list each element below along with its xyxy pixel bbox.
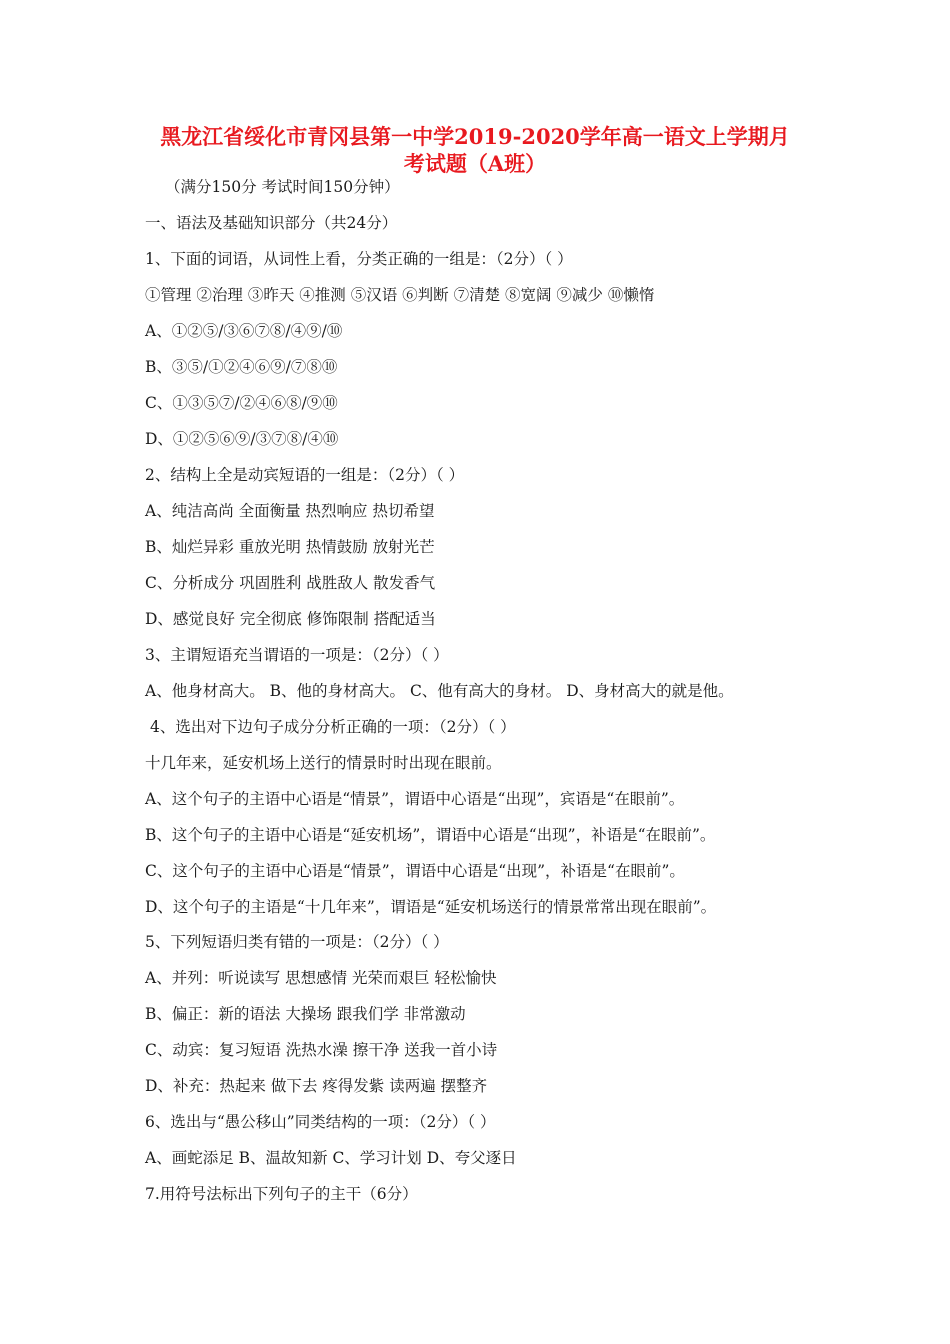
question-1-option-b: B、③⑤/①②④⑥⑨/⑦⑧⑩ (145, 358, 338, 376)
question-4-sentence: 十几年来，延安机场上送行的情景时时出现在眼前。 (145, 754, 502, 772)
question-7: 7.用符号法标出下列句子的主干（6分） (145, 1185, 418, 1203)
question-5-option-b: B、偏正：新的语法 大操场 跟我们学 非常激动 (145, 1005, 466, 1023)
question-2: 2、结构上全是动宾短语的一组是：（2分）（ ） (145, 466, 465, 484)
question-5: 5、下列短语归类有错的一项是：（2分）（ ） (145, 933, 449, 951)
question-2-option-c: C、分析成分 巩固胜利 战胜敌人 散发香气 (145, 574, 436, 592)
question-4-option-b: B、这个句子的主语中心语是“延安机场”，谓语中心语是“出现”，补语是“在眼前”。 (145, 826, 716, 844)
question-4-option-d: D、这个句子的主语是“十几年来”，谓语是“延安机场送行的情景常常出现在眼前”。 (145, 898, 717, 916)
document-title-line-1: 黑龙江省绥化市青冈县第一中学2019-2020学年高一语文上学期月 (160, 124, 790, 149)
question-1-option-c: C、①③⑤⑦/②④⑥⑧/⑨⑩ (145, 394, 338, 412)
question-1-option-a: A、①②⑤/③⑥⑦⑧/④⑨/⑩ (145, 322, 343, 340)
section-heading: 一、语法及基础知识部分（共24分） (145, 214, 398, 232)
question-2-option-d: D、感觉良好 完全彻底 修饰限制 搭配适当 (145, 610, 436, 628)
question-4-option-a: A、这个句子的主语中心语是“情景”，谓语中心语是“出现”，宾语是“在眼前”。 (145, 790, 685, 808)
question-5-option-a: A、并列：听说读写 思想感情 光荣而艰巨 轻松愉快 (145, 969, 497, 987)
question-6-options: A、画蛇添足 B、温故知新 C、学习计划 D、夸父逐日 (145, 1149, 517, 1167)
question-1-option-d: D、①②⑤⑥⑨/③⑦⑧/④⑩ (145, 430, 339, 448)
question-6: 6、选出与“愚公移山”同类结构的一项：（2分）（ ） (145, 1113, 496, 1131)
document-title-line-2: 考试题（A班） (403, 151, 547, 176)
question-2-option-a: A、纯洁高尚 全面衡量 热烈响应 热切希望 (145, 502, 435, 520)
question-2-option-b: B、灿烂异彩 重放光明 热情鼓励 放射光芒 (145, 538, 435, 556)
exam-info: （满分150分 考试时间150分钟） (165, 178, 400, 196)
question-1-words: ①管理 ②治理 ③昨天 ④推测 ⑤汉语 ⑥判断 ⑦清楚 ⑧宽阔 ⑨减少 ⑩懒惰 (145, 286, 655, 304)
question-1: 1、下面的词语，从词性上看，分类正确的一组是：（2分）（ ） (145, 250, 573, 268)
question-4: 4、选出对下边句子成分分析正确的一项：（2分）（ ） (150, 718, 516, 736)
question-5-option-c: C、动宾：复习短语 洗热水澡 擦干净 送我一首小诗 (145, 1041, 498, 1059)
question-5-option-d: D、补充：热起来 做下去 疼得发紫 读两遍 摆整齐 (145, 1077, 488, 1095)
question-3: 3、主谓短语充当谓语的一项是：（2分）（ ） (145, 646, 449, 664)
question-4-option-c: C、这个句子的主语中心语是“情景”，谓语中心语是“出现”，补语是“在眼前”。 (145, 862, 685, 880)
question-3-options: A、他身材高大。 B、他的身材高大。 C、他有高大的身材。 D、身材高大的就是他。 (145, 682, 734, 700)
